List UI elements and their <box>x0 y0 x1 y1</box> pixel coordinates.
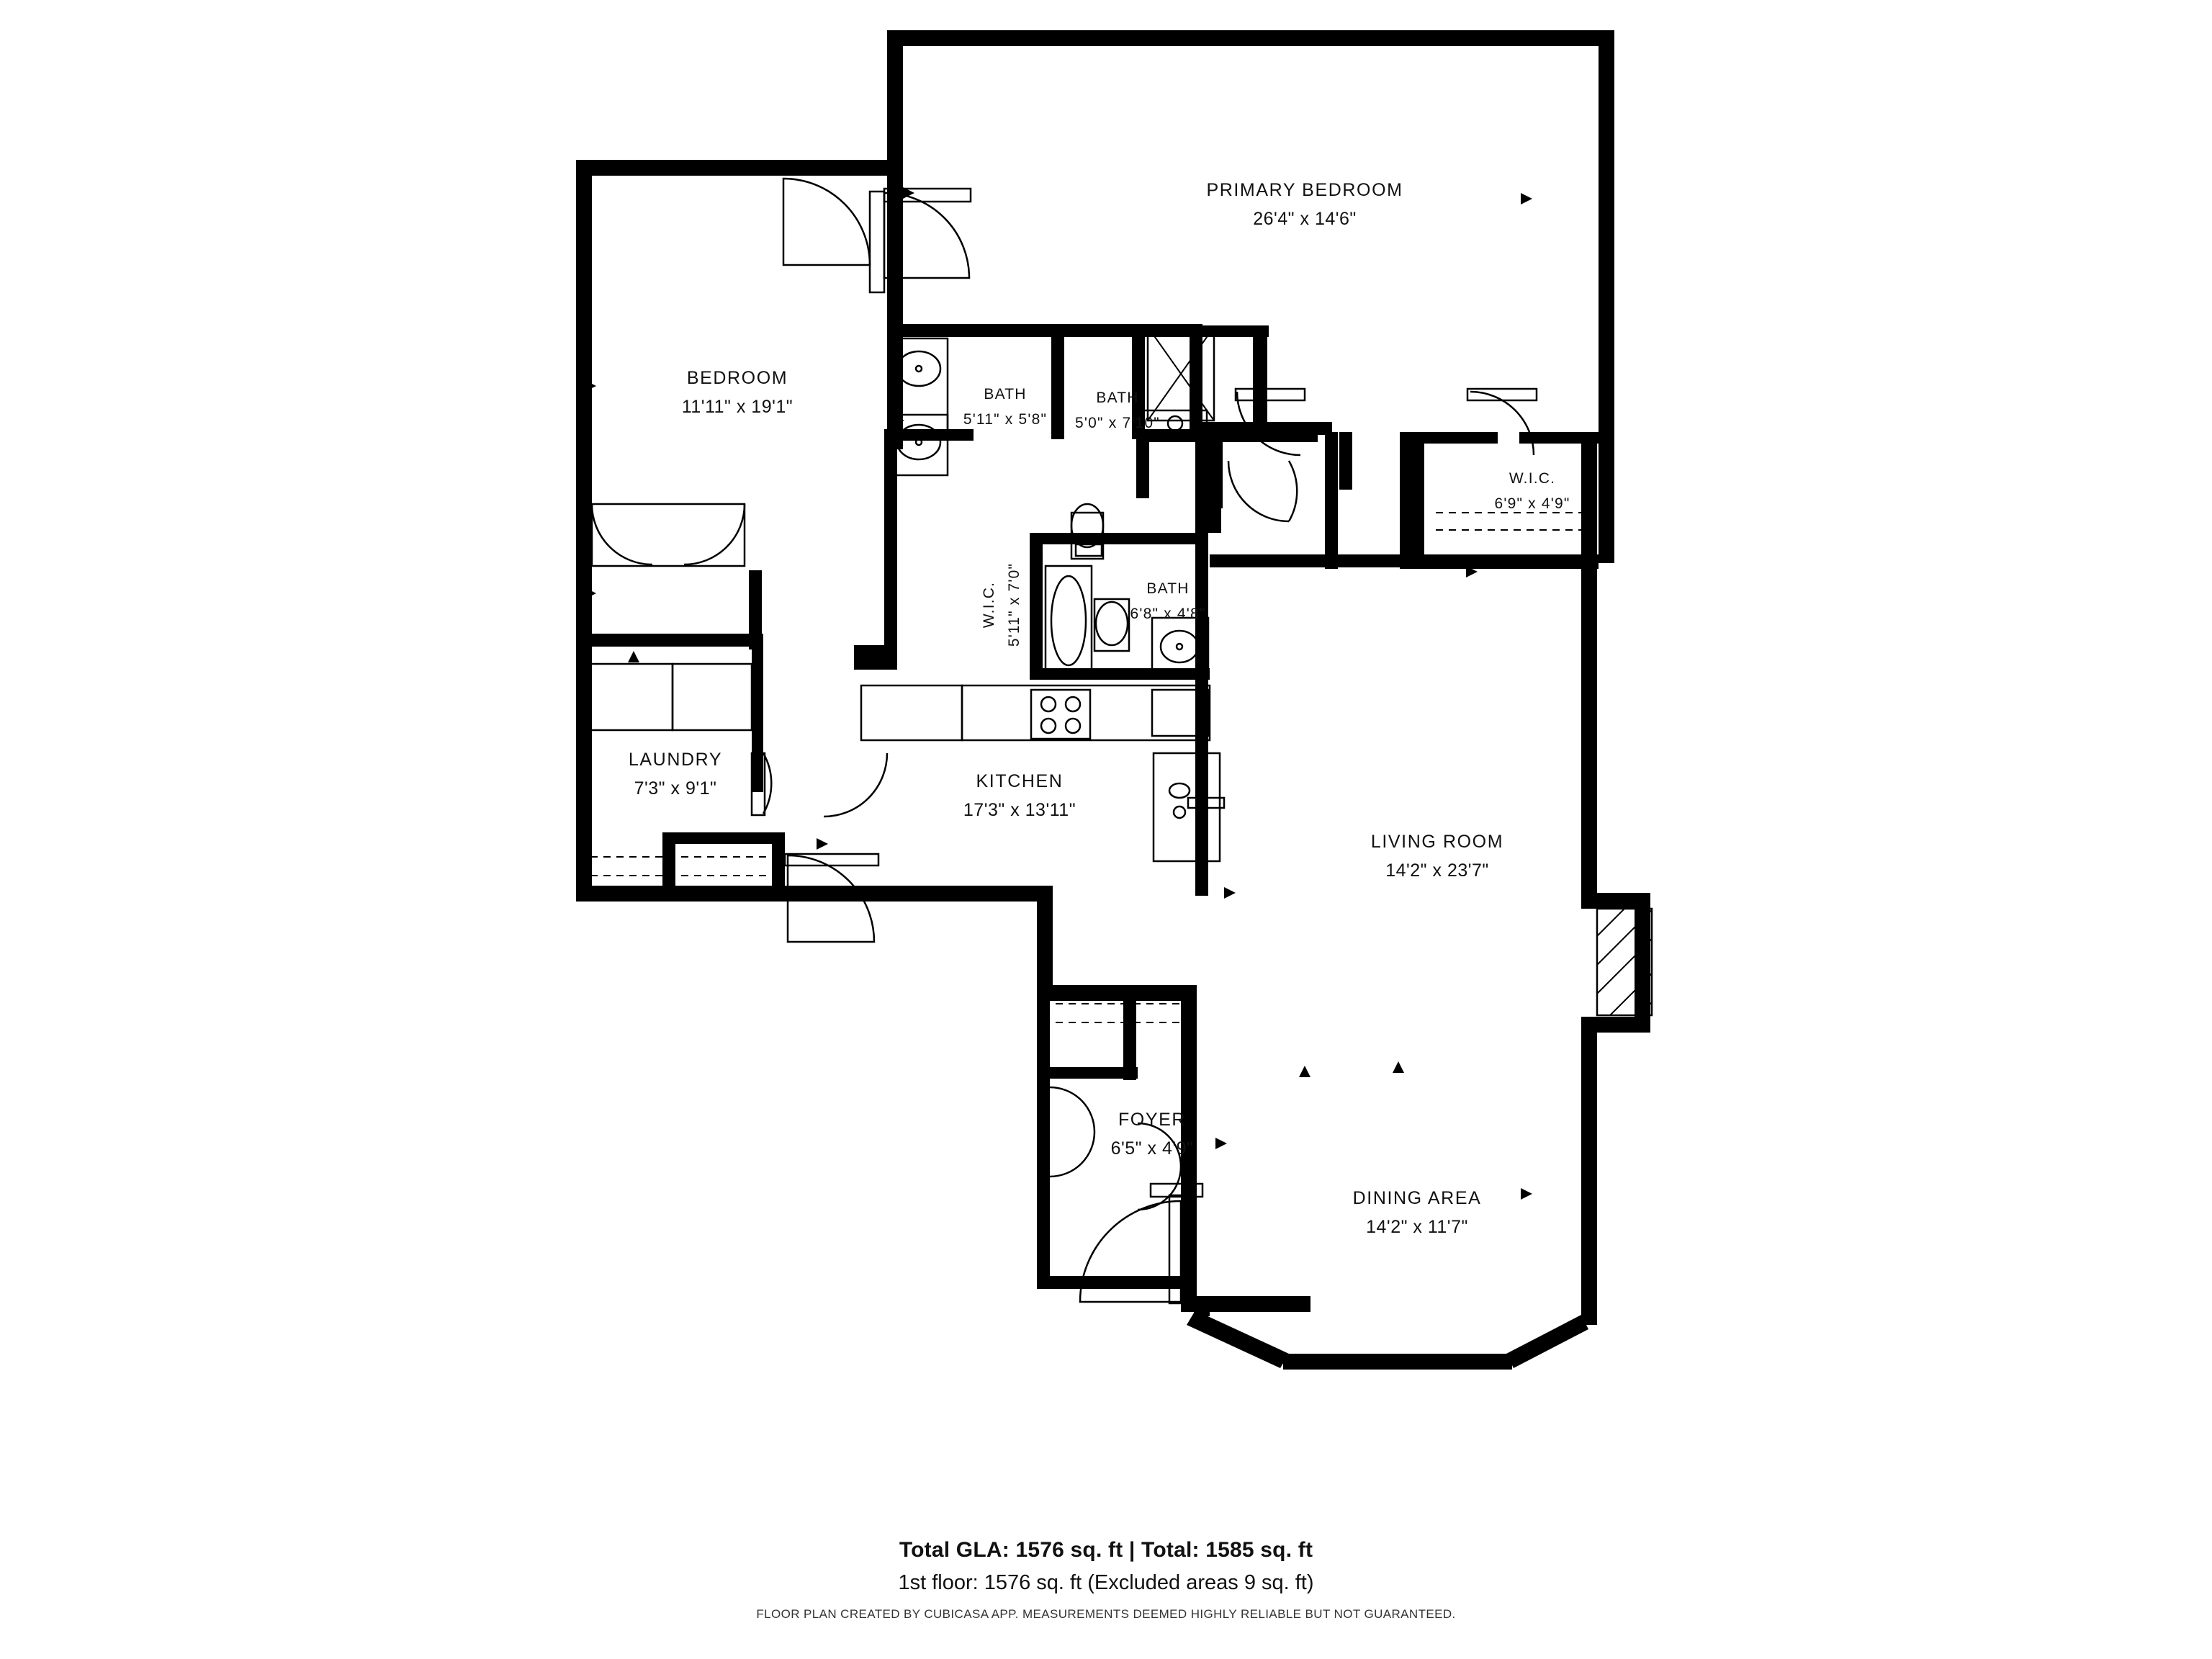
room-label-foyer: FOYER <box>1118 1110 1187 1130</box>
room-dim-laundry: 7'3" x 9'1" <box>634 778 717 799</box>
room-label-primary-bedroom: PRIMARY BEDROOM <box>1206 180 1403 200</box>
room-label-bath-1: BATH <box>984 386 1027 403</box>
room-label-kitchen: KITCHEN <box>976 771 1064 791</box>
floor-area-detail: 1st floor: 1576 sq. ft (Excluded areas 9 sq. ft) <box>898 1571 1314 1594</box>
room-dim-primary-bedroom: 26'4" x 14'6" <box>1253 209 1357 229</box>
room-dim-living-room: 14'2" x 23'7" <box>1385 860 1489 881</box>
room-dim-bath-3: 6'8" x 4'8" <box>1130 606 1206 622</box>
room-label-laundry: LAUNDRY <box>628 750 723 770</box>
room-dim-dining-area: 14'2" x 11'7" <box>1366 1217 1468 1237</box>
room-label-wic-bedroom: W.I.C. <box>981 581 997 629</box>
room-label-bath-2: BATH <box>1096 390 1139 406</box>
app-credit-disclaimer: FLOOR PLAN CREATED BY CUBICASA APP. MEASUREMENTS DEEMED HIGHLY RELIABLE BUT NOT GUARANTEED. <box>756 1607 1456 1621</box>
room-dim-kitchen: 17'3" x 13'11" <box>963 800 1076 820</box>
room-dim-wic-bedroom: 5'11" x 7'0" <box>1006 562 1022 647</box>
room-label-wic-primary: W.I.C. <box>1509 470 1556 487</box>
room-label-living-room: LIVING ROOM <box>1370 832 1504 852</box>
room-dim-bath-2: 5'0" x 7'10" <box>1075 415 1160 431</box>
total-area-summary: Total GLA: 1576 sq. ft | Total: 1585 sq. ft <box>899 1538 1313 1562</box>
interior-walls <box>576 324 1600 1289</box>
windows <box>596 32 1596 1368</box>
room-dim-bath-1: 5'11" x 5'8" <box>963 411 1048 428</box>
room-label-bath-3: BATH <box>1146 580 1190 597</box>
room-label-bedroom: BEDROOM <box>686 368 788 388</box>
fixtures <box>585 187 1652 1200</box>
room-dim-bedroom: 11'11" x 19'1" <box>681 397 793 417</box>
room-dim-foyer: 6'5" x 4'9" <box>1110 1138 1194 1159</box>
room-dim-wic-primary: 6'9" x 4'9" <box>1494 495 1570 512</box>
exterior-walls <box>576 30 1650 1370</box>
room-label-dining-area: DINING AREA <box>1352 1188 1482 1208</box>
